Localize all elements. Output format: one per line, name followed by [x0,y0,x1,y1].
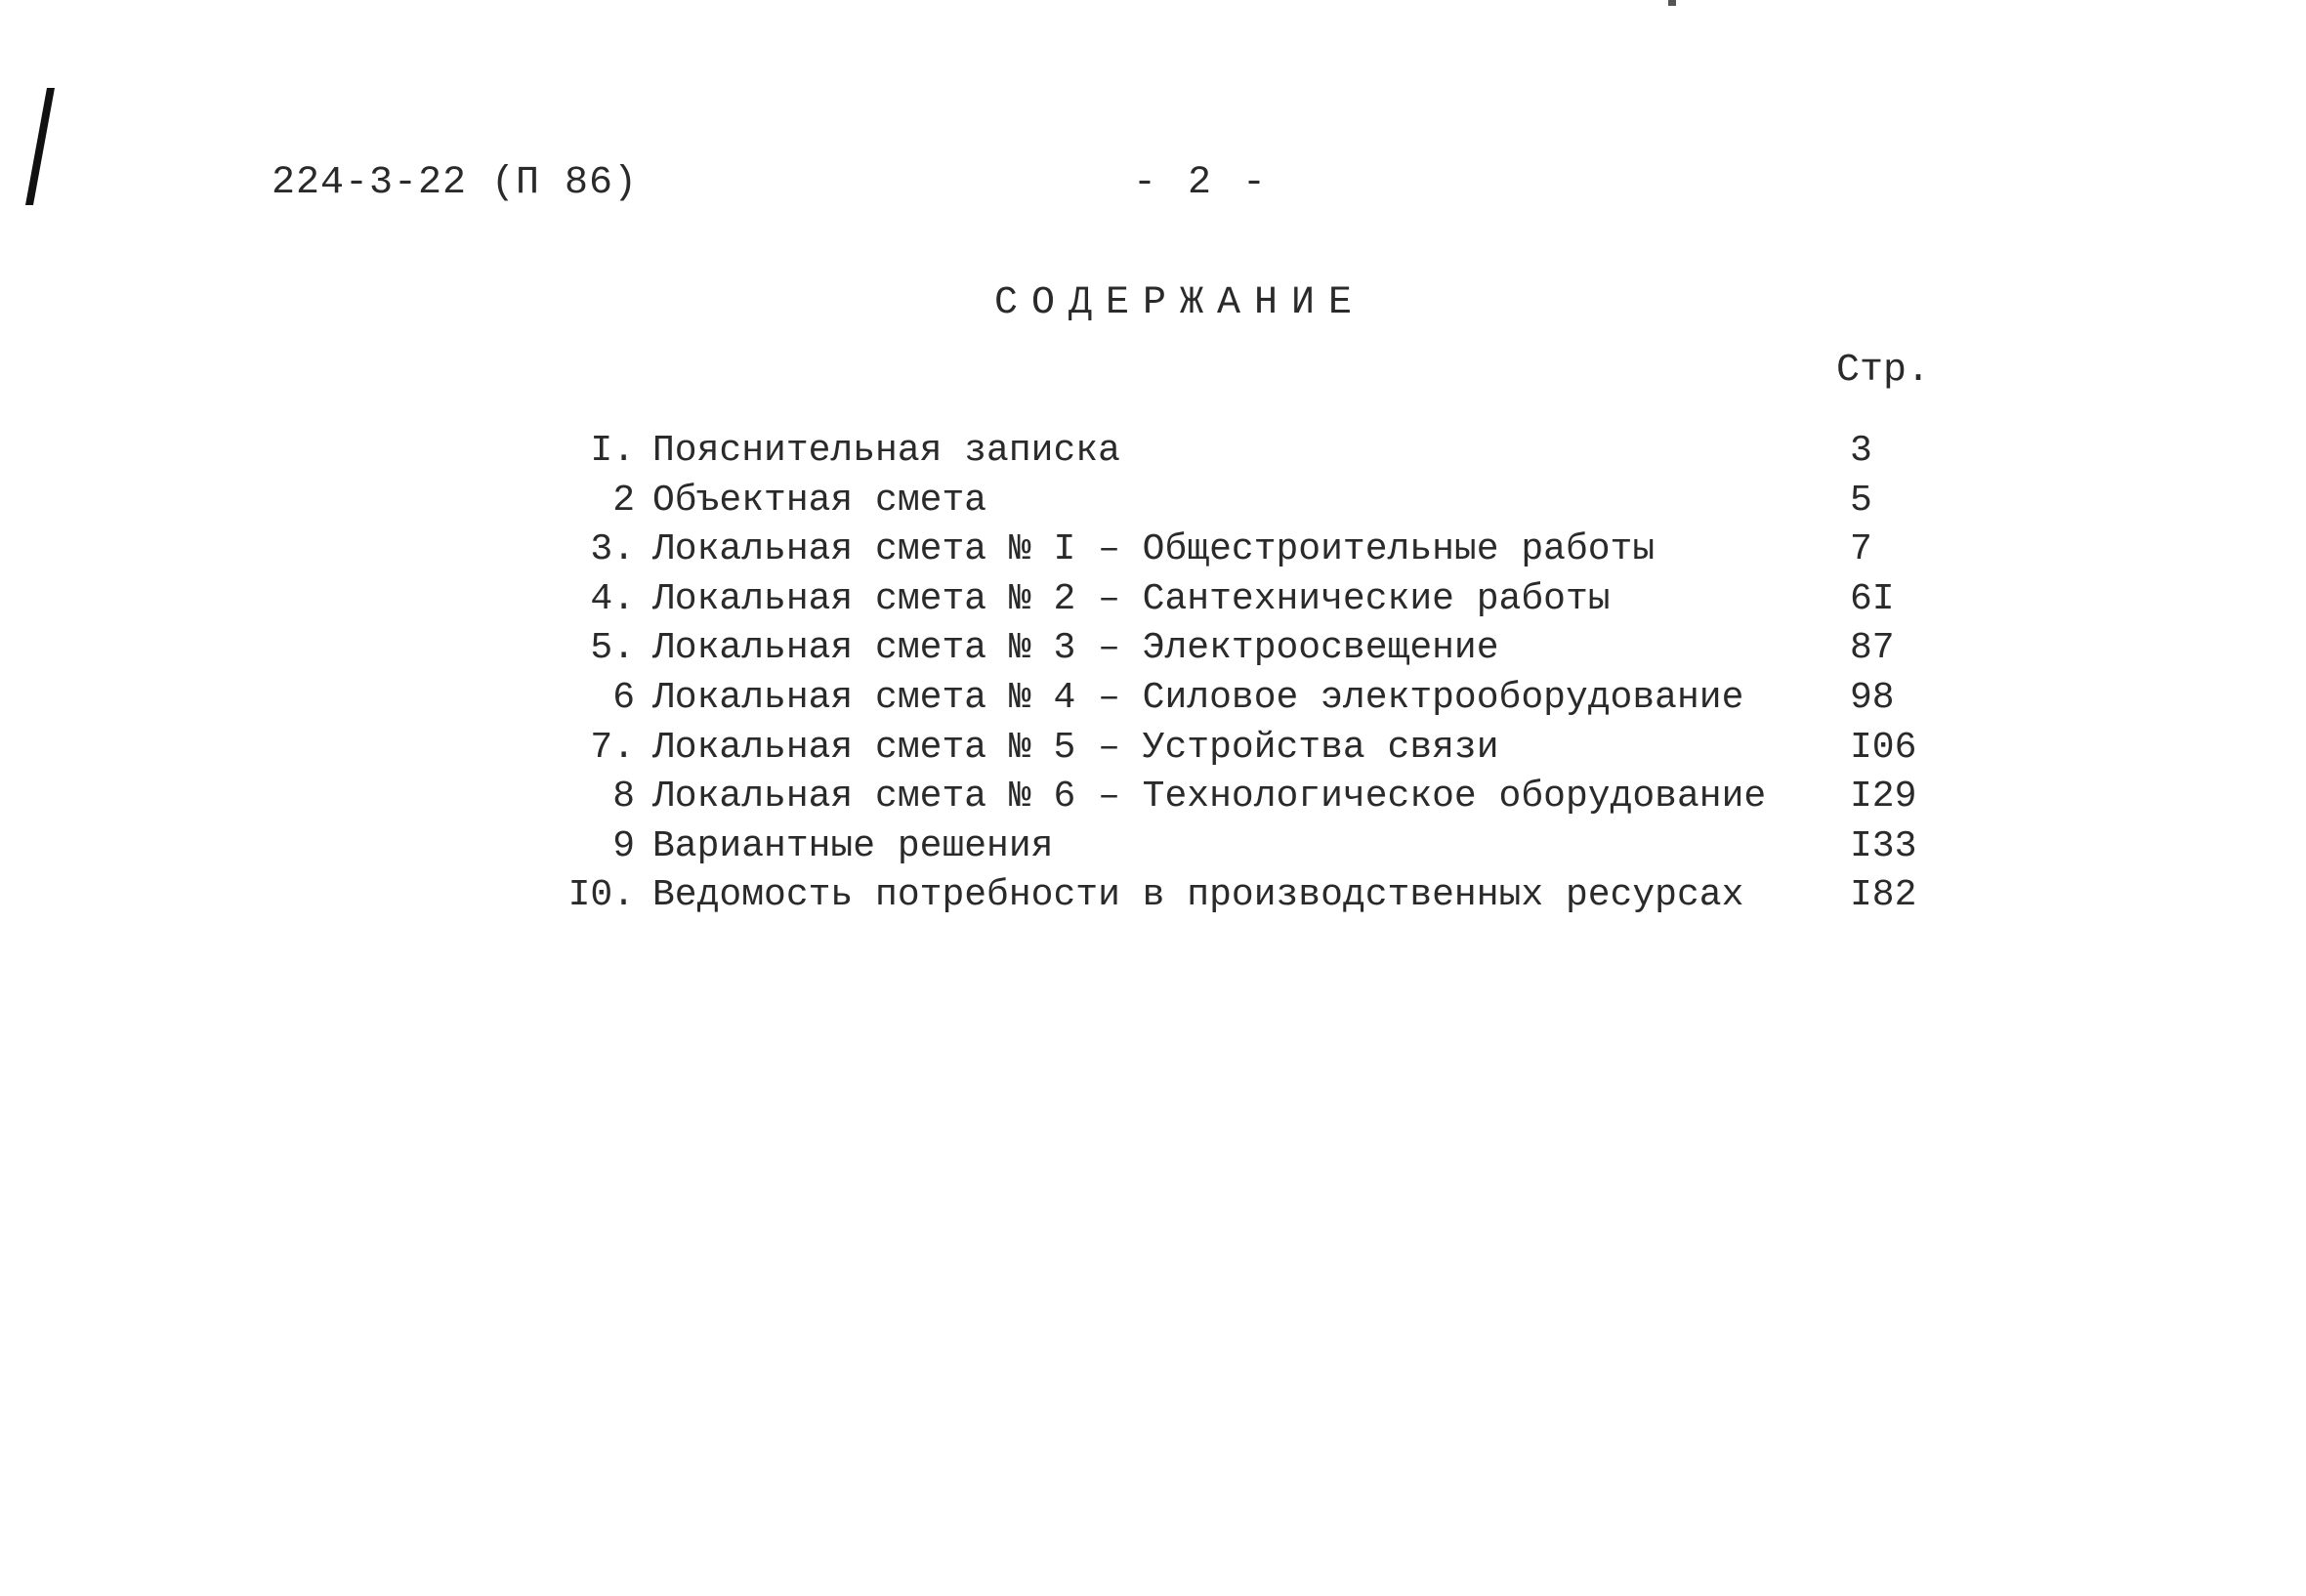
toc-item-number: I0. [567,874,635,917]
toc-item-text: Локальная смета № 2 – Сантехнические работы [652,577,1611,620]
toc-row [566,525,1973,575]
scan-edge-mark [25,88,55,205]
toc-row [566,724,1973,774]
document-code: 224-3-22 (П 86) [272,161,639,205]
toc-item-page: I33 [1850,824,1917,867]
toc-item-number: 8 [612,776,635,819]
toc-item-number: 7. [590,726,635,769]
toc-item-text: Пояснительная записка [652,430,1120,472]
toc-item-page: 87 [1850,627,1895,670]
toc-item-text: Ведомость потребности в производственных ресурсах [652,874,1744,917]
toc-item-number: 6 [612,676,635,719]
toc-item-page: 6I [1850,577,1895,620]
toc-item-number: I. [590,430,635,472]
toc-row [566,477,1973,526]
toc-item-number: 5. [590,627,635,670]
page-column-header: Стр. [1836,349,1931,393]
page-number: - 2 - [1133,161,1271,205]
toc-row [566,575,1973,625]
toc-row [566,773,1973,822]
toc-item-page: I06 [1850,726,1917,769]
toc-row [566,674,1973,724]
toc-item-text: Локальная смета № 3 – Электроосвещение [652,627,1499,670]
toc-item-page: 5 [1850,479,1872,522]
toc-item-number: 2 [612,479,635,522]
toc-item-text: Объектная смета [652,479,987,522]
toc-item-text: Локальная смета № 6 – Технологическое оборудование [652,776,1767,819]
toc-item-number: 3. [590,528,635,571]
toc-row [566,427,1973,477]
scan-speck [1668,0,1676,6]
toc-item-text: Вариантные решения [652,824,1054,867]
toc-item-text: Локальная смета № 5 – Устройства связи [652,726,1499,769]
toc-list [566,427,1973,921]
toc-item-page: 98 [1850,676,1895,719]
toc-item-text: Локальная смета № 4 – Силовое электрооборудование [652,676,1744,719]
toc-item-number: 9 [612,824,635,867]
toc-title: СОДЕРЖАНИЕ [994,281,1366,325]
toc-item-page: 3 [1850,430,1872,472]
toc-row [566,822,1973,872]
toc-item-number: 4. [590,577,635,620]
toc-item-page: I82 [1850,874,1917,917]
toc-item-page: I29 [1850,776,1917,819]
toc-row [566,871,1973,921]
toc-row [566,624,1973,674]
toc-item-text: Локальная смета № I – Общестроительные работы [652,528,1656,571]
toc-item-page: 7 [1850,528,1872,571]
